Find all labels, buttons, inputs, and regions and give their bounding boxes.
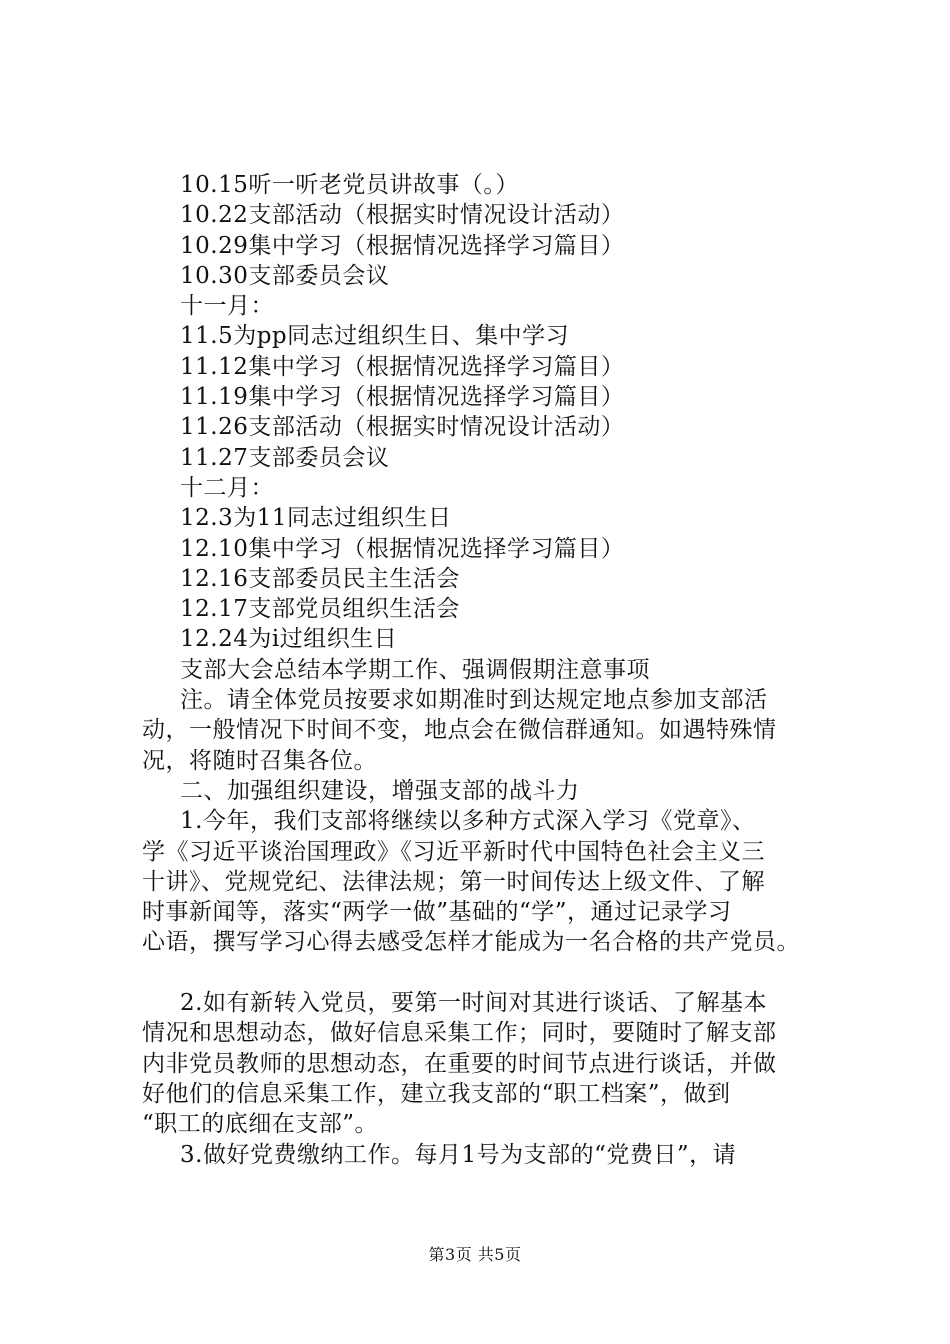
page-footer: 第3页 共5页: [428, 1245, 522, 1264]
text-line: 11.5为pp同志过组织生日、集中学习: [180, 323, 570, 350]
text-line: 十讲》、党规党纪、法律法规；第一时间传达上级文件、了解: [142, 868, 765, 895]
text-line: 11.12集中学习（根据情况选择学习篇目）: [180, 353, 625, 380]
text-line: 12.3为11同志过组织生日: [180, 505, 452, 532]
text-line: 12.10集中学习（根据情况选择学习篇目）: [180, 535, 625, 562]
text-line: 11.19集中学习（根据情况选择学习篇目）: [180, 384, 625, 411]
text-line: 1.今年，我们支部将继续以多种方式深入学习《党章》、: [180, 808, 756, 835]
text-line: 十一月：: [180, 293, 274, 320]
text-line: 10.29集中学习（根据情况选择学习篇目）: [180, 232, 625, 259]
text-line: 3.做好党费缴纳工作。每月1号为支部的“党费日”，请: [180, 1141, 737, 1168]
text-line: 11.27支部委员会议: [180, 444, 390, 471]
text-line: 12.17支部党员组织生活会: [180, 596, 460, 623]
text-line: 二、加强组织建设，增强支部的战斗力: [180, 777, 580, 804]
text-line: 动，一般情况下时间不变，地点会在微信群通知。如遇特殊情: [142, 717, 777, 744]
text-line: 10.22支部活动（根据实时情况设计活动）: [180, 202, 625, 229]
blank-line: [142, 958, 842, 988]
document-body: [142, 170, 842, 1170]
text-line: 时事新闻等，落实“两学一做”基础的“学”，通过记录学习: [142, 899, 732, 926]
text-line: 学《习近平谈治国理政》《习近平新时代中国特色社会主义三: [142, 838, 765, 865]
text-line: 10.15听一听老党员讲故事（。）: [180, 172, 519, 198]
text-line: 心语，撰写学习心得去感受怎样才能成为一名合格的共产党员。: [142, 929, 800, 956]
text-line: 12.16支部委员民主生活会: [180, 565, 460, 592]
text-line: 2.如有新转入党员，要第一时间对其进行谈话、了解基本: [180, 990, 767, 1017]
text-line: 11.26支部活动（根据实时情况设计活动）: [180, 414, 625, 441]
text-line: 支部大会总结本学期工作、强调假期注意事项: [180, 656, 650, 683]
text-line: 况，将随时召集各位。: [142, 747, 377, 774]
text-line: 好他们的信息采集工作，建立我支部的“职工档案”，做到: [142, 1080, 731, 1107]
text-line: 注。请全体党员按要求如期准时到达规定地点参加支部活: [180, 687, 768, 714]
text-line: “职工的底细在支部”。: [142, 1111, 379, 1138]
text-line: 情况和思想动态，做好信息采集工作；同时，要随时了解支部: [142, 1020, 777, 1047]
text-line: 12.24为i过组织生日: [180, 626, 398, 653]
text-line: 内非党员教师的思想动态，在重要的时间节点进行谈话，并做: [142, 1050, 777, 1077]
text-line: 10.30支部委员会议: [180, 262, 390, 289]
text-line: 十二月：: [180, 474, 274, 501]
